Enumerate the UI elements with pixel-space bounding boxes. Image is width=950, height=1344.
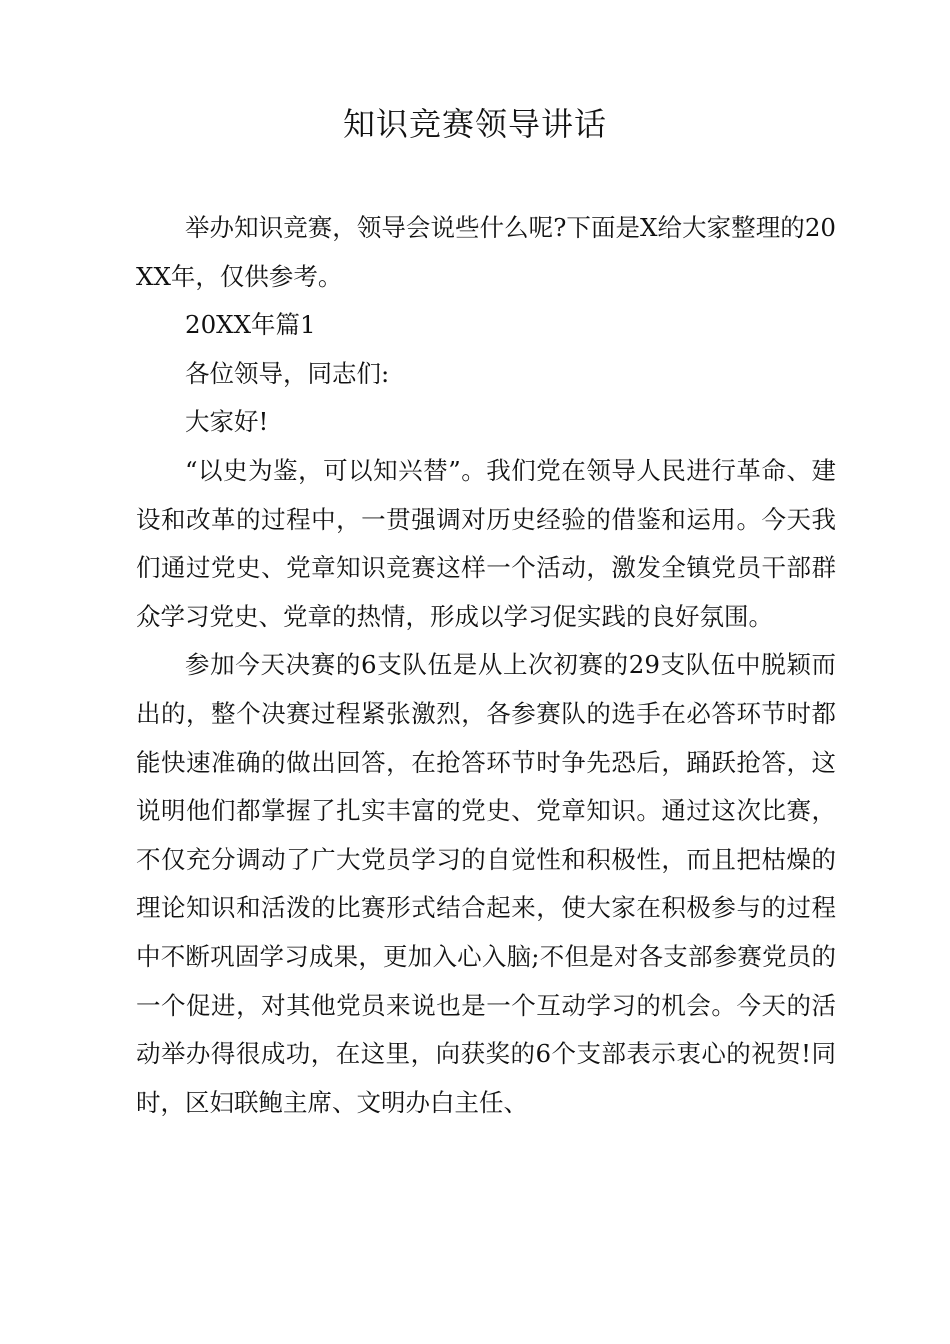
- intro-paragraph: 举办知识竞赛，领导会说些什么呢?下面是X给大家整理的20XX年，仅供参考。: [136, 213, 836, 291]
- document-body: [136, 204, 836, 1127]
- body-paragraph: “以史为鉴，可以知兴替”。我们党在领导人民进行革命、建设和改革的过程中，一贯强调对历史经验的借鉴和运用。今天我们通过党史、党章知识竞赛这样一个活动，激发全镇党员干部群众学习党史、党章的热情，形成以学习促实践的良好氛围。: [136, 455, 836, 631]
- salutation: 各位领导，同志们:: [185, 358, 390, 388]
- document-title: 知识竞赛领导讲话: [342, 105, 607, 143]
- section-heading: 20XX年篇1: [185, 310, 316, 340]
- greeting: 大家好!: [185, 407, 269, 437]
- body-paragraph: 参加今天决赛的6支队伍是从上次初赛的29支队伍中脱颖而出的，整个决赛过程紧张激烈，各参赛队的选手在必答环节时都能快速准确的做出回答，在抢答环节时争先恐后，踊跃抢答，这说明他们都掌握了扎实丰富的党史、党章知识。通过这次比赛，不仅充分调动了广大党员学习的自觉性和积极性，而且把枯燥的理论知识和活泼的比赛形式结合起来，使大家在积极参与的过程中不断巩固学习成果，更加入心入脑;不但是对各支部参赛党员的一个促进，对其他党员来说也是一个互动学习的机会。今天的活动举办得很成功，在这里，向获奖的6个支部表示衷心的祝贺!同时，区妇联鲍主席、文明办白主任、: [136, 650, 836, 1117]
